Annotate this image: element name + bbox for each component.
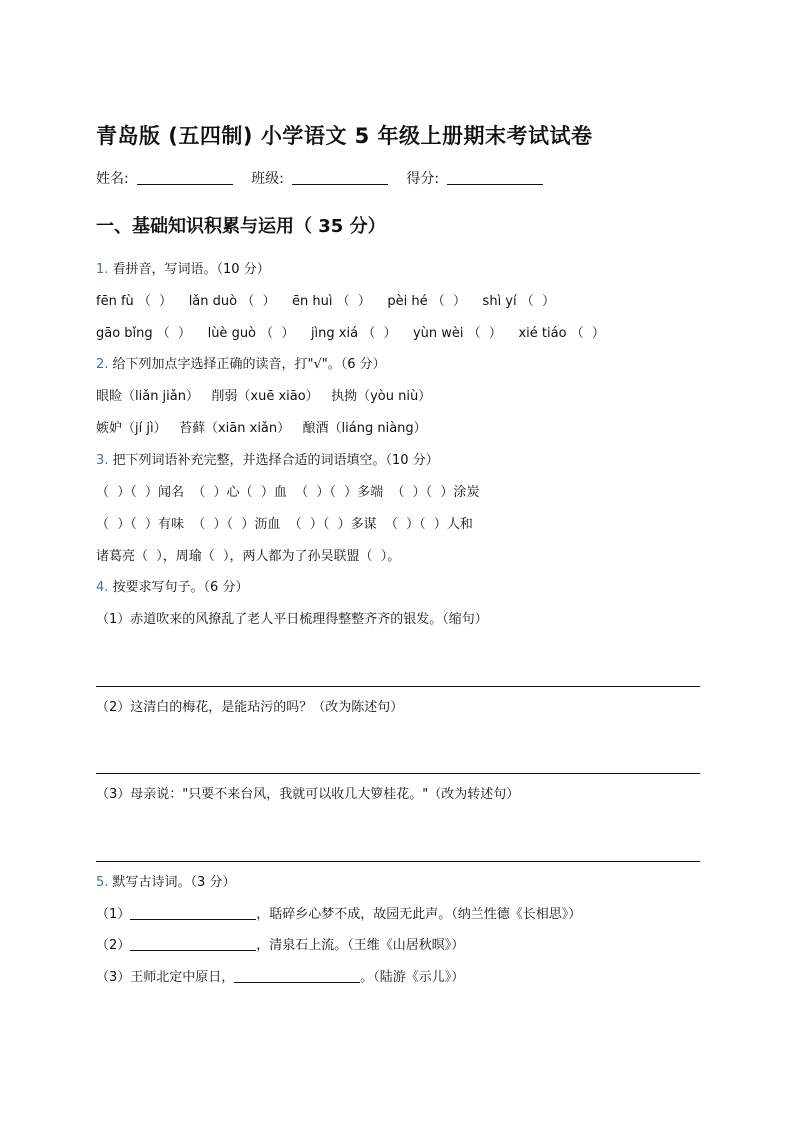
question-text: 给下列加点字选择正确的读音，打"√"。（6 分） xyxy=(108,357,386,372)
question-5-heading xyxy=(96,871,235,890)
idiom-fill-sentence: 诸葛亮（ ），周瑜（ ），两人都为了孙吴联盟（ ）。 xyxy=(96,549,401,564)
question-1-heading xyxy=(96,258,270,277)
poem-line-2 xyxy=(96,934,464,953)
name-blank[interactable] xyxy=(137,170,233,185)
poem-index: （2） xyxy=(96,938,131,953)
poem-blank-2[interactable] xyxy=(130,937,256,951)
student-info-row xyxy=(96,168,557,188)
sentence-task-2: （2）这清白的梅花，是能玷污的吗？（改为陈述句） xyxy=(96,700,404,715)
answer-line-2[interactable] xyxy=(96,773,700,774)
poem-text: （3）王师北定中原日， xyxy=(96,970,235,985)
class-blank[interactable] xyxy=(292,170,388,185)
pinyin-row-2: gāo bǐng （ ） lùè guò （ ） jìng xiá （ ） yùn wèi （ ） xié tiáo （ ） xyxy=(96,326,605,341)
question-number: 3. xyxy=(96,453,109,468)
poem-text: ，聒碎乡心梦不成，故园无此声。（纳兰性德《长相思》） xyxy=(256,907,582,922)
score-label: 得分: xyxy=(406,171,440,187)
question-number: 4. xyxy=(96,580,109,595)
answer-line-3[interactable] xyxy=(96,861,700,862)
question-2-heading xyxy=(96,353,386,372)
poem-line-1 xyxy=(96,903,581,922)
pinyin-row-1: fēn fù （ ） lǎn duò （ ） ēn huì （ ） pèi hé （ ） shì yí （ ） xyxy=(96,294,556,309)
question-number: 1. xyxy=(96,262,109,277)
poem-line-3 xyxy=(96,966,464,985)
class-label: 班级: xyxy=(251,171,284,187)
question-text: 按要求写句子。（6 分） xyxy=(108,580,249,595)
idiom-row-2: （ ）（ ）有味 （ ）（ ）沥血 （ ）（ ）多谋 （ ）（ ）人和 xyxy=(96,517,473,532)
question-4-heading xyxy=(96,576,248,595)
section-heading: 一、基础知识积累与运用（ 35 分） xyxy=(96,216,386,237)
question-text: 默写古诗词。（3 分） xyxy=(108,875,236,890)
name-label: 姓名: xyxy=(96,171,129,187)
question-3-heading xyxy=(96,449,439,468)
idiom-row-1: （ ）（ ）闻名 （ ）心（ ）血 （ ）（ ）多端 （ ）（ ）涂炭 xyxy=(96,485,480,500)
reading-row-2: 嫉妒（jí jì） 苔藓（xiān xiǎn） 酿酒（liáng niàng） xyxy=(96,421,427,436)
poem-text: ，清泉石上流。（王维《山居秋暝》） xyxy=(256,938,465,953)
answer-line-1[interactable] xyxy=(96,686,700,687)
question-number: 2. xyxy=(96,357,109,372)
poem-index: （1） xyxy=(96,907,131,922)
poem-blank-1[interactable] xyxy=(130,906,256,920)
question-text: 看拼音，写词语。（10 分） xyxy=(108,262,270,277)
reading-row-1: 眼睑（liǎn jiǎn） 削弱（xuē xiāo） 执拗（yòu niù） xyxy=(96,389,432,404)
exam-title: 青岛版 (五四制) 小学语文 5 年级上册期末考试试卷 xyxy=(96,124,593,148)
sentence-task-3: （3）母亲说："只要不来台风，我就可以收几大箩桂花。"（改为转述句） xyxy=(96,787,520,802)
poem-blank-3[interactable] xyxy=(234,969,360,983)
score-blank[interactable] xyxy=(447,170,543,185)
question-text: 把下列词语补充完整，并选择合适的词语填空。（10 分） xyxy=(108,453,439,468)
sentence-task-1: （1）赤道吹来的风撩乱了老人平日梳理得整整齐齐的银发。（缩句） xyxy=(96,612,488,627)
question-number: 5. xyxy=(96,875,109,890)
poem-text: 。（陆游《示儿》） xyxy=(360,970,465,985)
